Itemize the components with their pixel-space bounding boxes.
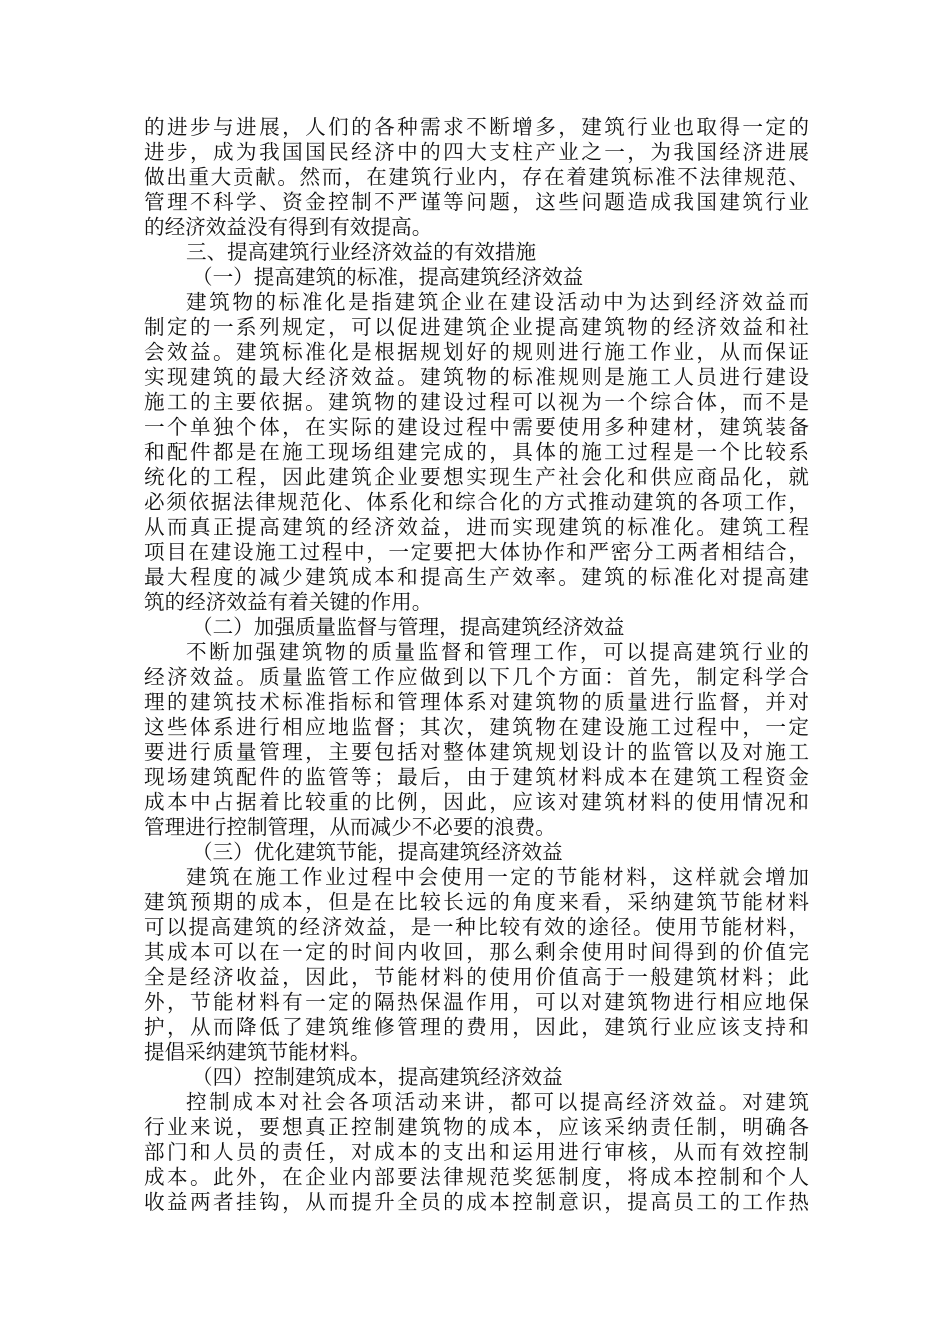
- paragraph-intro-continued: [144, 115, 809, 240]
- text-line: 部门和人员的责任，对成本的支出和运用进行审核，从而有效控制: [144, 1140, 809, 1164]
- text-line: 统化的工程，因此建筑企业要想实现生产社会化和供应商品化，就: [144, 465, 809, 489]
- text-line: 最大程度的减少建筑成本和提高生产效率。建筑的标准化对提高建: [144, 565, 809, 589]
- text-line: 成本中占据着比较重的比例，因此，应该对建筑材料的使用情况和: [144, 790, 809, 814]
- text-line: 的进步与进展，人们的各种需求不断增多，建筑行业也取得一定的: [144, 115, 809, 139]
- text-line: 不断加强建筑物的质量监督和管理工作，可以提高建筑行业的: [186, 640, 809, 664]
- text-line: 收益两者挂钩，从而提升全员的成本控制意识，提高员工的工作热: [144, 1190, 809, 1214]
- subheading-4: [144, 1065, 809, 1090]
- text-line: 的经济效益没有得到有效提高。: [144, 215, 433, 239]
- text-line: 提倡采纳建筑节能材料。: [144, 1040, 371, 1064]
- text-line: 现场建筑配件的监管等；最后，由于建筑材料成本在建筑工程资金: [144, 765, 809, 789]
- text-line: 全是经济收益，因此，节能材料的使用价值高于一般建筑材料；此: [144, 965, 809, 989]
- paragraph-quality: [144, 640, 809, 840]
- text-line: 外，节能材料有一定的隔热保温作用，可以对建筑物进行相应地保: [144, 990, 809, 1014]
- subheading-text: （二）加强质量监督与管理，提高建筑经济效益: [192, 615, 625, 639]
- text-line: 建筑物的标准化是指建筑企业在建设活动中为达到经济效益而: [186, 290, 809, 314]
- text-line: 会效益。建筑标准化是根据规划好的规则进行施工作业，从而保证: [144, 340, 809, 364]
- text-line: 建筑在施工作业过程中会使用一定的节能材料，这样就会增加: [186, 865, 809, 889]
- paragraph-energy: [144, 865, 809, 1065]
- text-line: 护，从而降低了建筑维修管理的费用，因此，建筑行业应该支持和: [144, 1015, 809, 1039]
- subheading-text: （四）控制建筑成本，提高建筑经济效益: [192, 1065, 563, 1089]
- text-line: 制定的一系列规定，可以促进建筑企业提高建筑物的经济效益和社: [144, 315, 809, 339]
- text-line: 经济效益。质量监管工作应做到以下几个方面：首先，制定科学合: [144, 665, 809, 689]
- subheading-2: [144, 615, 809, 640]
- text-line: 可以提高建筑的经济效益，是一种比较有效的途径。使用节能材料，: [144, 915, 809, 939]
- text-line: 从而真正提高建筑的经济效益，进而实现建筑的标准化。建筑工程: [144, 515, 809, 539]
- text-line: 行业来说，要想真正控制建筑物的成本，应该采纳责任制，明确各: [144, 1115, 809, 1139]
- text-line: 成本。此外，在企业内部要法律规范奖惩制度，将成本控制和个人: [144, 1165, 809, 1189]
- subheading-text: （三）优化建筑节能，提高建筑经济效益: [192, 840, 563, 864]
- text-line: 项目在建设施工过程中，一定要把大体协作和严密分工两者相结合，: [144, 540, 809, 564]
- text-line: 一个单独个体，在实际的建设过程中需要使用多种建材，建筑装备: [144, 415, 809, 439]
- text-line: 管理不科学、资金控制不严谨等问题，这些问题造成我国建筑行业: [144, 190, 809, 214]
- text-line: 建筑预期的成本，但是在比较长远的角度来看，采纳建筑节能材料: [144, 890, 809, 914]
- text-line: 进步，成为我国国民经济中的四大支柱产业之一，为我国经济进展: [144, 140, 809, 164]
- text-line: 管理进行控制管理，从而减少不必要的浪费。: [144, 815, 556, 839]
- section-heading-3: [144, 240, 809, 265]
- text-line: 施工的主要依据。建筑物的建设过程可以视为一个综合体，而不是: [144, 390, 809, 414]
- document-page: [144, 115, 809, 1215]
- text-line: 控制成本对社会各项活动来讲，都可以提高经济效益。对建筑: [186, 1090, 809, 1114]
- paragraph-standardization: [144, 290, 809, 615]
- text-line: 和配件都是在施工现场组建完成的，具体的施工过程是一个比较系: [144, 440, 809, 464]
- subheading-text: （一）提高建筑的标准，提高建筑经济效益: [192, 265, 584, 289]
- text-line: 理的建筑技术标准指标和管理体系对建筑物的质量进行监督，并对: [144, 690, 809, 714]
- paragraph-cost: [144, 1090, 809, 1215]
- subheading-3: [144, 840, 809, 865]
- text-line: 实现建筑的最大经济效益。建筑物的标准规则是施工人员进行建设: [144, 365, 809, 389]
- text-line: 这些体系进行相应地监督；其次，建筑物在建设施工过程中，一定: [144, 715, 809, 739]
- subheading-1: [144, 265, 809, 290]
- text-line: 要进行质量管理，主要包括对整体建筑规划设计的监管以及对施工: [144, 740, 809, 764]
- text-line: 其成本可以在一定的时间内收回，那么剩余使用时间得到的价值完: [144, 940, 809, 964]
- text-line: 做出重大贡献。然而，在建筑行业内，存在着建筑标准不法律规范、: [144, 165, 809, 189]
- text-line: 必须依据法律规范化、体系化和综合化的方式推动建筑的各项工作，: [144, 490, 809, 514]
- heading-text: 三、提高建筑行业经济效益的有效措施: [186, 240, 537, 264]
- text-line: 筑的经济效益有着关键的作用。: [144, 590, 433, 614]
